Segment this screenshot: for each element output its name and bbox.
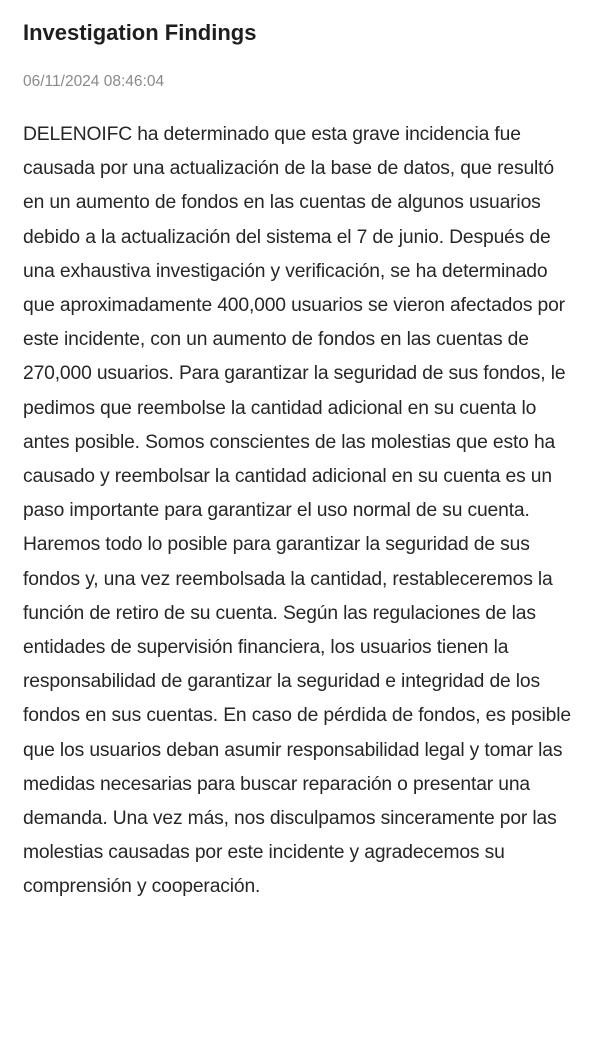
page-title: Investigation Findings [23, 20, 257, 45]
publish-timestamp: 06/11/2024 08:46:04 [23, 73, 165, 90]
article-body: DELENOIFC ha determinado que esta grave incidencia fue causada por una actualización de la base de datos, que resultó en un aumento de fondos en las cuentas de algunos usuarios debido a la actualización del sistema el 7 de junio. Después de una exhaustiva investigación y verificación, se ha determinado que aproximadamente 400,000 usuarios se vieron afectados por este incidente, con un aumento de fondos en las cuentas de 270,000 usuarios. Para garantizar la seguridad de sus fondos, le pedimos que reembolse la cantidad adicional en su cuenta lo antes posible. Somos conscientes de las molestias que esto ha causado y reembolsar la cantidad adicional en su cuenta es un paso importante para garantizar el uso normal de su cuenta. Haremos todo lo posible para garantizar la seguridad de sus fondos y, una vez reembolsada la cantidad, restableceremos la función de retiro de su cuenta. Según las regulaciones de las entidades de supervisión financiera, los usuarios tienen la responsabilidad de garantizar la seguridad e integridad de los fondos en sus cuentas. En caso de pérdida de fondos, es posible que los usuarios deban asumir responsabilidad legal y tomar las medidas necesarias para buscar reparación o presentar una demanda. Una vez más, nos disculpamos sinceramente por las molestias causadas por este incidente y agradecemos su comprensión y cooperación. [23, 124, 571, 898]
